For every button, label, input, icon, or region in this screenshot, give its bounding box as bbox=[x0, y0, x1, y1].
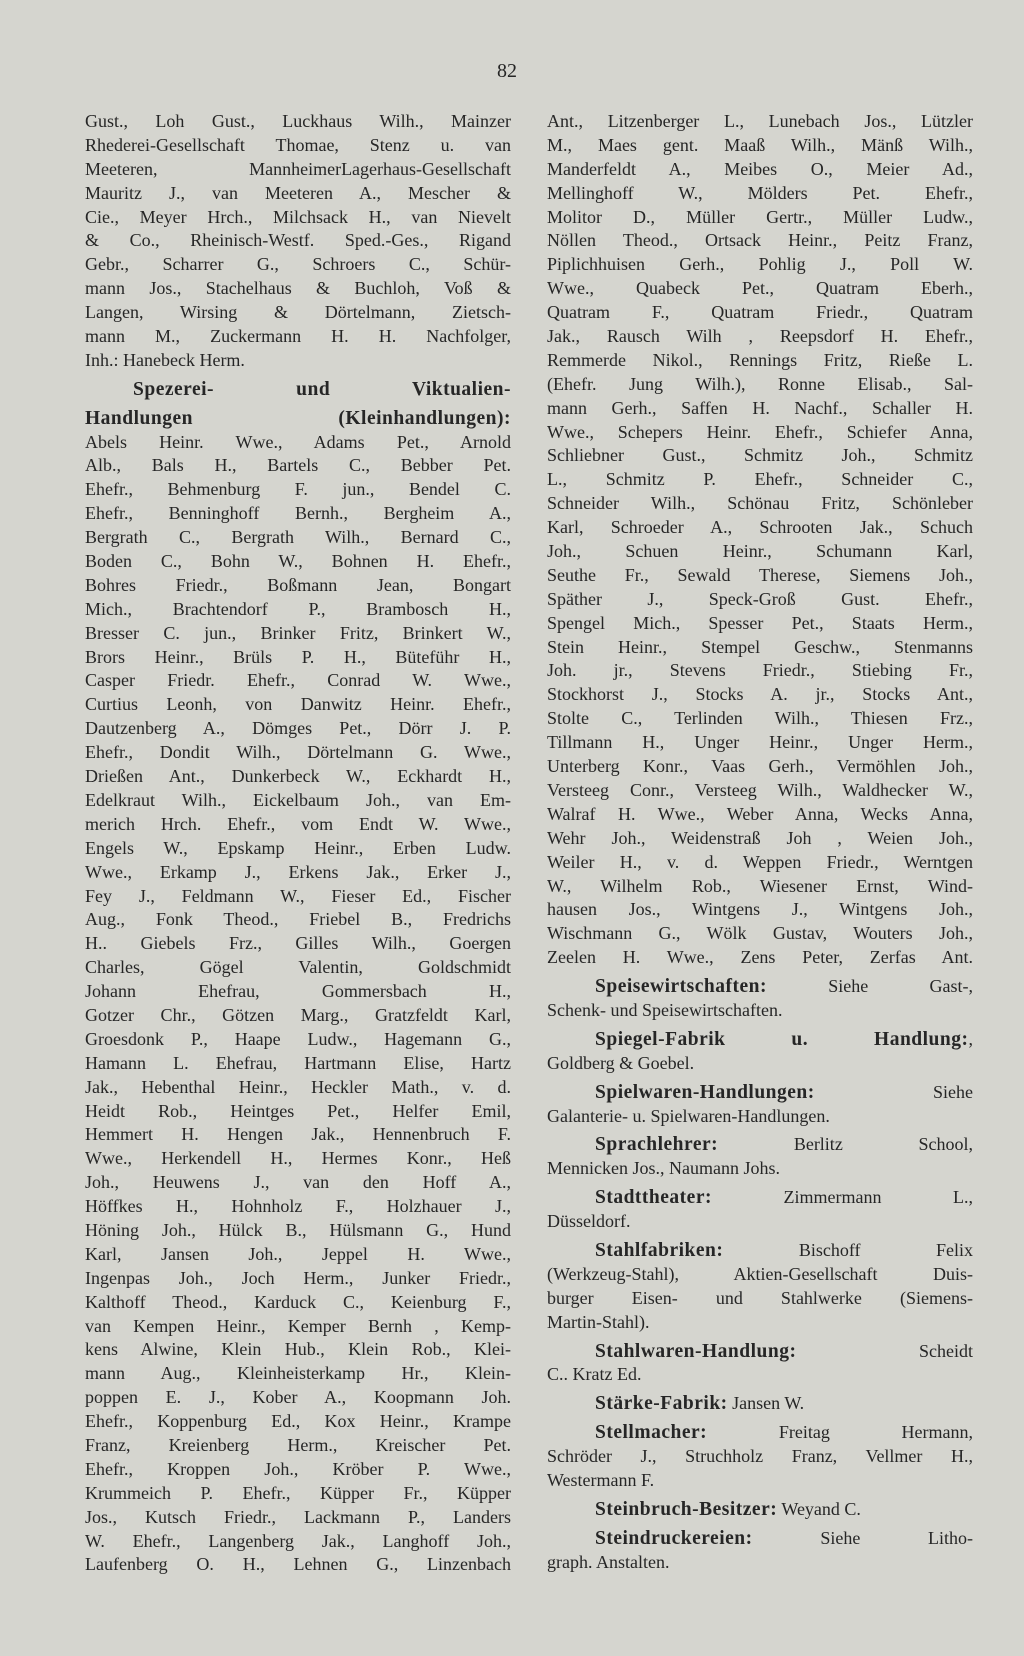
text-line bbox=[85, 349, 511, 373]
entry-text: Höffkes H., Hohnholz F., Holzhauer J., bbox=[85, 1196, 511, 1217]
entry-text: Ehefr., Behmenburg F. jun., Bendel C. bbox=[85, 479, 511, 500]
section-heading-line bbox=[547, 1340, 973, 1364]
text-line bbox=[85, 717, 511, 741]
entry-text: Jak., Hebenthal Heinr., Heckler Math., v. d. bbox=[85, 1076, 511, 1097]
text-line bbox=[547, 444, 973, 468]
entry-text: Piplichhuisen Gerh., Pohlig J., Poll W. bbox=[547, 254, 973, 275]
text-line bbox=[85, 1267, 511, 1291]
text-line bbox=[85, 908, 511, 932]
section-heading: Stahlwaren-Handlung: bbox=[595, 1340, 797, 1362]
entry-text: Hamann L. Ehefrau, Hartmann Elise, Hartz bbox=[85, 1052, 511, 1073]
text-line bbox=[547, 158, 973, 182]
text-line bbox=[85, 1147, 511, 1171]
text-line bbox=[85, 182, 511, 206]
entry-text: Hemmert H. Hengen Jak., Hennenbruch F. bbox=[85, 1124, 511, 1145]
entry-text: Westermann F. bbox=[547, 1469, 655, 1490]
entry-text: poppen E. J., Kober A., Koopmann Joh. bbox=[85, 1387, 511, 1408]
entry-text: Siehe Gast-, bbox=[766, 976, 973, 997]
text-line bbox=[85, 1004, 511, 1028]
entry-text: Tillmann H., Unger Heinr., Unger Herm., bbox=[547, 732, 973, 753]
text-line bbox=[547, 1263, 973, 1287]
text-line bbox=[85, 1315, 511, 1339]
text-line bbox=[547, 946, 973, 970]
entry-text: Weyand C. bbox=[777, 1498, 861, 1519]
section-heading-line bbox=[547, 1186, 973, 1210]
text-line bbox=[547, 1210, 973, 1234]
entry-text: Düsseldorf. bbox=[547, 1211, 631, 1232]
entry-text: Bresser C. jun., Brinker Fritz, Brinkert W., bbox=[85, 622, 511, 643]
text-line bbox=[547, 1445, 973, 1469]
text-line bbox=[547, 1363, 973, 1387]
entry-text: Franz, Kreienberg Herm., Kreischer Pet. bbox=[85, 1434, 511, 1455]
text-line bbox=[85, 837, 511, 861]
entry-text: Mauritz J., van Meeteren A., Mescher & bbox=[85, 182, 511, 203]
entry-text: Goldberg & Goebel. bbox=[547, 1052, 695, 1073]
text-line bbox=[547, 349, 973, 373]
section-heading: Steinbruch-Besitzer: bbox=[595, 1498, 778, 1520]
entry-text: Bischoff Felix bbox=[723, 1239, 973, 1260]
text-line bbox=[547, 421, 973, 445]
text-line bbox=[85, 526, 511, 550]
section-heading: Sprachlehrer: bbox=[595, 1134, 719, 1156]
entry-text: Ant., Litzenberger L., Lunebach Jos., Lützler bbox=[547, 111, 973, 131]
entry-text: Langen, Wirsing & Dörtelmann, Zietsch- bbox=[85, 302, 511, 323]
entry-text: Ehefr., Dondit Wilh., Dörtelmann G. Wwe., bbox=[85, 742, 511, 763]
entry-text: Berlitz School, bbox=[718, 1134, 973, 1155]
entry-text: Fey J., Feldmann W., Fieser Ed., Fischer bbox=[85, 885, 511, 906]
entry-text: Siehe Litho- bbox=[752, 1527, 973, 1548]
section-heading-line bbox=[547, 1081, 973, 1105]
text-line bbox=[547, 636, 973, 660]
entry-text: Dautzenberg A., Dömges Pet., Dörr J. P. bbox=[85, 718, 511, 739]
entry-text: Versteeg Conr., Versteeg Wilh., Waldhecker W., bbox=[547, 779, 973, 800]
text-line bbox=[547, 999, 973, 1023]
entry-text: burger Eisen- und Stahlwerke (Siemens- bbox=[547, 1287, 973, 1308]
entry-text: Remmerde Nikol., Rennings Fritz, Rieße L. bbox=[547, 349, 973, 370]
text-line bbox=[547, 707, 973, 731]
entry-text: graph. Anstalten. bbox=[547, 1551, 670, 1572]
text-line bbox=[85, 646, 511, 670]
text-line bbox=[85, 253, 511, 277]
entry-text: Groesdonk P., Haape Ludw., Hagemann G., bbox=[85, 1028, 511, 1049]
text-line bbox=[85, 206, 511, 230]
text-line bbox=[547, 206, 973, 230]
text-line bbox=[85, 1506, 511, 1530]
text-line bbox=[85, 1052, 511, 1076]
section-heading: Stärke-Fabrik: bbox=[595, 1393, 728, 1415]
entry-text: Brors Heinr., Brüls P. H., Büteführ H., bbox=[85, 646, 511, 667]
text-line bbox=[547, 1287, 973, 1311]
entry-text: Wwe., Herkendell H., Hermes Konr., Heß bbox=[85, 1148, 511, 1169]
text-line bbox=[547, 564, 973, 588]
entry-text: Gotzer Chr., Götzen Marg., Gratzfeldt Karl, bbox=[85, 1004, 511, 1025]
left-column bbox=[85, 110, 511, 1577]
text-line bbox=[547, 373, 973, 397]
entry-text: Schneider Wilh., Schönau Fritz, Schönleber bbox=[547, 493, 973, 514]
entry-text: Weiler H., v. d. Weppen Friedr., Werntgen bbox=[547, 851, 973, 872]
text-line bbox=[547, 1052, 973, 1076]
entry-text: Joh., Heuwens J., van den Hoff A., bbox=[85, 1172, 511, 1193]
entry-text: Karl, Schroeder A., Schrooten Jak., Schuch bbox=[547, 517, 973, 538]
entry-text: Karl, Jansen Joh., Jeppel H. Wwe., bbox=[85, 1243, 511, 1264]
entry-text: Scheidt bbox=[796, 1340, 973, 1361]
entry-text: W., Wilhelm Rob., Wiesener Ernst, Wind- bbox=[547, 875, 973, 896]
entry-text: Zeelen H. Wwe., Zens Peter, Zerfas Ant. bbox=[547, 947, 973, 968]
text-line bbox=[547, 110, 973, 134]
entry-text: Engels W., Epskamp Heinr., Erben Ludw. bbox=[85, 837, 511, 858]
entry-text: Wehr Joh., Weidenstraß Joh , Weien Joh., bbox=[547, 827, 973, 848]
section-heading-line bbox=[547, 1527, 973, 1551]
entry-text: Heidt Rob., Heintges Pet., Helfer Emil, bbox=[85, 1100, 511, 1121]
text-line bbox=[547, 659, 973, 683]
text-line bbox=[85, 932, 511, 956]
text-line bbox=[85, 1553, 511, 1577]
entry-text: Wischmann G., Wölk Gustav, Wouters Joh., bbox=[547, 923, 973, 944]
text-line bbox=[85, 478, 511, 502]
entry-text: Gust., Loh Gust., Luckhaus Wilh., Mainzer bbox=[85, 111, 511, 131]
entry-text: L., Schmitz P. Ehefr., Schneider C., bbox=[547, 469, 973, 490]
entry-text: Ehefr., Kroppen Joh., Kröber P. Wwe., bbox=[85, 1458, 511, 1479]
entry-text: Joh., Schuen Heinr., Schumann Karl, bbox=[547, 541, 973, 562]
text-line bbox=[85, 861, 511, 885]
text-line bbox=[547, 875, 973, 899]
section-heading: Stellmacher: bbox=[595, 1422, 708, 1444]
text-line bbox=[547, 898, 973, 922]
entry-text: , bbox=[968, 1028, 973, 1049]
entry-text: H.. Giebels Frz., Gilles Wilh., Goergen bbox=[85, 933, 511, 954]
text-line bbox=[85, 1195, 511, 1219]
text-line bbox=[85, 550, 511, 574]
text-line bbox=[85, 1458, 511, 1482]
text-line bbox=[85, 980, 511, 1004]
entry-text: Schliebner Gust., Schmitz Joh., Schmitz bbox=[547, 445, 973, 466]
entry-text: Krummeich P. Ehefr., Küpper Fr., Küpper bbox=[85, 1482, 511, 1503]
entry-text: Zimmermann L., bbox=[711, 1187, 973, 1208]
text-line bbox=[547, 492, 973, 516]
entry-text: M., Maes gent. Maaß Wilh., Mänß Wilh., bbox=[547, 134, 973, 155]
text-line bbox=[547, 516, 973, 540]
text-line bbox=[547, 277, 973, 301]
text-line bbox=[547, 1157, 973, 1181]
text-line bbox=[547, 253, 973, 277]
section-heading-line bbox=[85, 378, 511, 402]
entry-text: & Co., Rheinisch-Westf. Sped.-Ges., Rigand bbox=[85, 230, 511, 251]
entry-text: Wwe., Quabeck Pet., Quatram Eberh., bbox=[547, 278, 973, 299]
text-line bbox=[85, 1410, 511, 1434]
entry-text: Ingenpas Joh., Joch Herm., Junker Friedr., bbox=[85, 1267, 511, 1288]
entry-text: Bohres Friedr., Boßmann Jean, Bongart bbox=[85, 574, 511, 595]
section-heading-line bbox=[547, 1421, 973, 1445]
text-line bbox=[85, 693, 511, 717]
entry-text: Galanterie- u. Spielwaren-Handlungen. bbox=[547, 1105, 830, 1126]
entry-text: Boden C., Bohn W., Bohnen H. Ehefr., bbox=[85, 551, 511, 572]
text-line bbox=[85, 598, 511, 622]
entry-text: Stolte C., Terlinden Wilh., Thiesen Frz., bbox=[547, 708, 973, 729]
text-line bbox=[85, 1291, 511, 1315]
entry-text: Rhederei-Gesellschaft Thomae, Stenz u. van bbox=[85, 134, 511, 155]
text-line bbox=[85, 813, 511, 837]
text-line bbox=[85, 431, 511, 455]
text-line bbox=[547, 851, 973, 875]
entry-text: Kalthoff Theod., Karduck C., Keienburg F., bbox=[85, 1291, 511, 1312]
entry-text: Molitor D., Müller Gertr., Müller Ludw., bbox=[547, 206, 973, 227]
section-heading: Stadttheater: bbox=[595, 1187, 712, 1209]
entry-text: C.. Kratz Ed. bbox=[547, 1364, 642, 1385]
text-line bbox=[547, 827, 973, 851]
entry-text: Casper Friedr. Ehefr., Conrad W. Wwe., bbox=[85, 670, 511, 691]
right-column bbox=[547, 110, 973, 1575]
section-heading: Spezerei- und Viktualien- bbox=[133, 378, 511, 400]
section-heading: Handlungen (Kleinhandlungen): bbox=[85, 407, 511, 429]
entry-text: Jak., Rausch Wilh , Reepsdorf H. Ehefr., bbox=[547, 326, 973, 347]
text-line bbox=[547, 229, 973, 253]
entry-text: Unterberg Konr., Vaas Gerh., Vermöhlen Joh., bbox=[547, 756, 973, 777]
entry-text: hausen Jos., Wintgens J., Wintgens Joh., bbox=[547, 899, 973, 920]
text-line bbox=[85, 741, 511, 765]
entry-text: Abels Heinr. Wwe., Adams Pet., Arnold bbox=[85, 431, 511, 452]
entry-text: Quatram F., Quatram Friedr., Quatram bbox=[547, 302, 973, 323]
text-line bbox=[547, 134, 973, 158]
entry-text: Stockhorst J., Stocks A. jr., Stocks Ant., bbox=[547, 684, 973, 705]
entry-text: Wwe., Schepers Heinr. Ehefr., Schiefer Anna, bbox=[547, 421, 973, 442]
entry-text: Stein Heinr., Stempel Geschw., Stenmanns bbox=[547, 636, 973, 657]
entry-text: Mennicken Jos., Naumann Johs. bbox=[547, 1158, 780, 1179]
entry-text: Schröder J., Struchholz Franz, Vellmer H., bbox=[547, 1446, 973, 1467]
page-number: 82 bbox=[497, 60, 517, 82]
text-line bbox=[547, 588, 973, 612]
text-line bbox=[547, 1105, 973, 1129]
text-line bbox=[547, 922, 973, 946]
text-line bbox=[547, 803, 973, 827]
text-line bbox=[85, 158, 511, 182]
entry-text: mann Gerh., Saffen H. Nachf., Schaller H. bbox=[547, 397, 973, 418]
entry-text: Manderfeldt A., Meibes O., Meier Ad., bbox=[547, 158, 973, 179]
text-line bbox=[85, 1338, 511, 1362]
entry-text: Höning Joh., Hülck B., Hülsmann G., Hund bbox=[85, 1219, 511, 1240]
section-heading: Stahlfabriken: bbox=[595, 1239, 724, 1261]
entry-text: Johann Ehefrau, Gommersbach H., bbox=[85, 981, 511, 1002]
entry-text: Inh.: Hanebeck Herm. bbox=[85, 349, 245, 370]
entry-text: Meeteren, MannheimerLagerhaus-Gesellschaft bbox=[85, 158, 511, 179]
text-line bbox=[85, 325, 511, 349]
entry-text: mann Aug., Kleinheisterkamp Hr., Klein- bbox=[85, 1363, 511, 1384]
text-line bbox=[85, 229, 511, 253]
text-line bbox=[547, 301, 973, 325]
entry-text: Edelkraut Wilh., Eickelbaum Joh., van Em- bbox=[85, 789, 511, 810]
text-line bbox=[547, 397, 973, 421]
text-line bbox=[85, 1171, 511, 1195]
entry-text: merich Hrch. Ehefr., vom Endt W. Wwe., bbox=[85, 813, 511, 834]
section-heading: Spiegel-Fabrik u. Handlung: bbox=[595, 1028, 969, 1050]
text-line bbox=[85, 1076, 511, 1100]
entry-text: Mellinghoff W., Mölders Pet. Ehefr., bbox=[547, 182, 973, 203]
section-heading: Steindruckereien: bbox=[595, 1527, 753, 1549]
text-line bbox=[547, 1551, 973, 1575]
entry-text: Jansen W. bbox=[727, 1393, 805, 1414]
text-line bbox=[85, 1482, 511, 1506]
entry-text: Freitag Hermann, bbox=[707, 1422, 973, 1443]
text-line bbox=[85, 622, 511, 646]
section-heading-line bbox=[547, 1028, 973, 1052]
entry-text: kens Alwine, Klein Hub., Klein Rob., Klei- bbox=[85, 1339, 511, 1360]
entry-text: Spengel Mich., Spesser Pet., Staats Herm., bbox=[547, 612, 973, 633]
entry-text: Wwe., Erkamp J., Erkens Jak., Erker J., bbox=[85, 861, 511, 882]
text-line bbox=[547, 1469, 973, 1493]
text-line bbox=[547, 779, 973, 803]
text-line bbox=[85, 1028, 511, 1052]
text-line bbox=[547, 755, 973, 779]
text-line bbox=[85, 110, 511, 134]
text-line bbox=[85, 134, 511, 158]
text-line bbox=[547, 1311, 973, 1335]
text-line bbox=[85, 1386, 511, 1410]
text-line bbox=[547, 731, 973, 755]
entry-text: Cie., Meyer Hrch., Milchsack H., van Nievelt bbox=[85, 206, 511, 227]
entry-text: Seuthe Fr., Sewald Therese, Siemens Joh., bbox=[547, 564, 973, 585]
entry-text: Bergrath C., Bergrath Wilh., Bernard C., bbox=[85, 527, 511, 548]
entry-text: Nöllen Theod., Ortsack Heinr., Peitz Franz, bbox=[547, 230, 973, 251]
entry-text: Drießen Ant., Dunkerbeck W., Eckhardt H., bbox=[85, 766, 511, 787]
section-heading-line bbox=[547, 1133, 973, 1157]
text-line bbox=[85, 301, 511, 325]
text-line bbox=[547, 612, 973, 636]
text-line bbox=[85, 574, 511, 598]
entry-text: mann Jos., Stachelhaus & Buchloh, Voß & bbox=[85, 278, 511, 299]
entry-text: Jos., Kutsch Friedr., Lackmann P., Landers bbox=[85, 1506, 511, 1527]
entry-text: Martin-Stahl). bbox=[547, 1311, 650, 1332]
entry-text: Curtius Leonh, von Danwitz Heinr. Ehefr., bbox=[85, 694, 511, 715]
text-line bbox=[85, 765, 511, 789]
text-line bbox=[547, 325, 973, 349]
text-line bbox=[85, 1530, 511, 1554]
section-heading-line bbox=[547, 975, 973, 999]
text-line bbox=[85, 669, 511, 693]
text-line bbox=[547, 540, 973, 564]
section-heading: Spielwaren-Handlungen: bbox=[595, 1081, 815, 1103]
text-line bbox=[85, 1362, 511, 1386]
text-line bbox=[85, 1100, 511, 1124]
entry-text: Mich., Brachtendorf P., Brambosch H., bbox=[85, 598, 511, 619]
entry-text: van Kempen Heinr., Kemper Bernh , Kemp- bbox=[85, 1315, 511, 1336]
text-line bbox=[85, 956, 511, 980]
entry-text: Joh. jr., Stevens Friedr., Stiebing Fr., bbox=[547, 660, 973, 681]
text-line bbox=[547, 468, 973, 492]
text-line bbox=[547, 683, 973, 707]
text-line bbox=[85, 454, 511, 478]
entry-text: Alb., Bals H., Bartels C., Bebber Pet. bbox=[85, 455, 511, 476]
section-heading-line bbox=[85, 407, 511, 431]
section-heading: Speisewirtschaften: bbox=[595, 976, 767, 998]
entry-text: (Werkzeug-Stahl), Aktien-Gesellschaft Duis- bbox=[547, 1263, 973, 1284]
text-line bbox=[85, 885, 511, 909]
text-line bbox=[85, 1243, 511, 1267]
entry-text: Ehefr., Koppenburg Ed., Kox Heinr., Krampe bbox=[85, 1411, 511, 1432]
text-line bbox=[85, 277, 511, 301]
entry-text: Walraf H. Wwe., Weber Anna, Wecks Anna, bbox=[547, 803, 973, 824]
text-line bbox=[547, 182, 973, 206]
entry-text: Laufenberg O. H., Lehnen G., Linzenbach bbox=[85, 1554, 511, 1575]
entry-text: Aug., Fonk Theod., Friebel B., Fredrichs bbox=[85, 909, 511, 930]
section-heading-line bbox=[547, 1392, 973, 1416]
entry-text: W. Ehefr., Langenberg Jak., Langhoff Joh., bbox=[85, 1530, 511, 1551]
entry-text: mann M., Zuckermann H. H. Nachfolger, bbox=[85, 326, 511, 347]
section-heading-line bbox=[547, 1498, 973, 1522]
entry-text: Späther J., Speck-Groß Gust. Ehefr., bbox=[547, 588, 973, 609]
text-line bbox=[85, 1123, 511, 1147]
entry-text: Charles, Gögel Valentin, Goldschmidt bbox=[85, 957, 511, 978]
text-line bbox=[85, 789, 511, 813]
section-heading-line bbox=[547, 1239, 973, 1263]
text-line bbox=[85, 1434, 511, 1458]
entry-text: Siehe bbox=[814, 1081, 973, 1102]
entry-text: Schenk- und Speisewirtschaften. bbox=[547, 999, 783, 1020]
text-line bbox=[85, 502, 511, 526]
entry-text: (Ehefr. Jung Wilh.), Ronne Elisab., Sal- bbox=[547, 373, 973, 394]
entry-text: Ehefr., Benninghoff Bernh., Bergheim A., bbox=[85, 503, 511, 524]
entry-text: Gebr., Scharrer G., Schroers C., Schür- bbox=[85, 254, 511, 275]
text-line bbox=[85, 1219, 511, 1243]
